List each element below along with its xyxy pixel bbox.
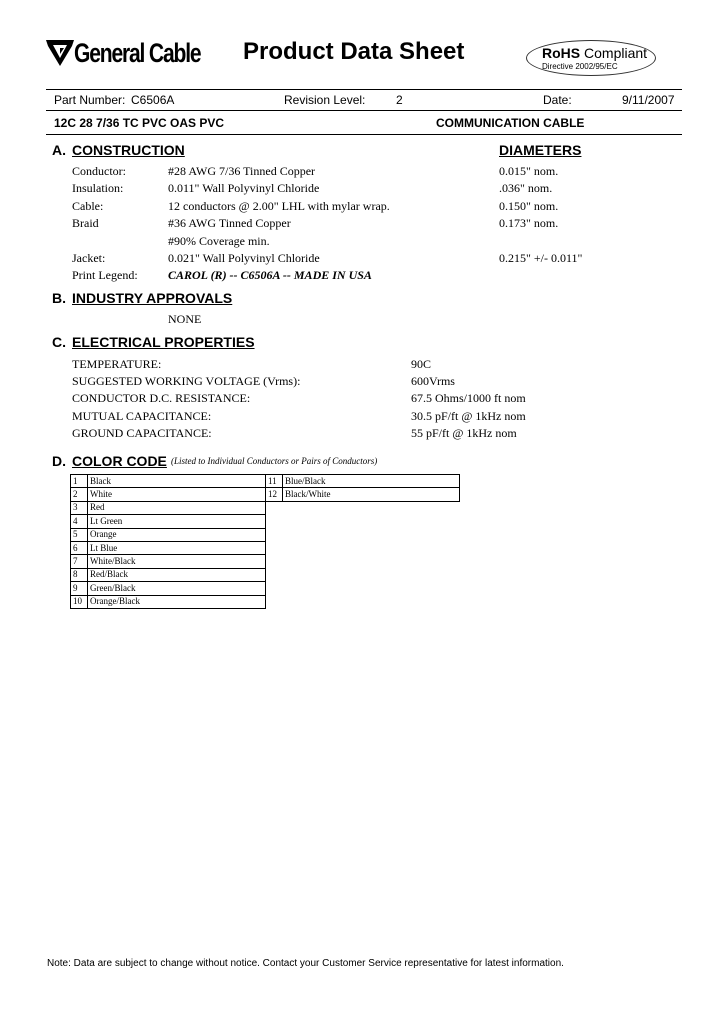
rohs-badge: [526, 40, 656, 76]
construction-diameter: 0.215" +/- 0.011": [499, 251, 583, 265]
conductor-color: Lt Blue: [88, 541, 266, 554]
color-code-table-right: [265, 474, 460, 502]
date-value: 9/11/2007: [622, 93, 675, 107]
construction-label: Jacket:: [72, 251, 106, 265]
revision-value: 2: [396, 93, 403, 107]
construction-value: #28 AWG 7/36 Tinned Copper: [168, 164, 316, 178]
conductor-color: Blue/Black: [283, 475, 460, 488]
table-row: [71, 555, 266, 568]
construction-label: Conductor:: [72, 164, 126, 178]
electrical-label: MUTUAL CAPACITANCE:: [72, 409, 212, 423]
electrical-value: 55 pF/ft @ 1kHz nom: [411, 426, 517, 440]
section-d-letter: D.: [52, 453, 66, 469]
electrical-value: 30.5 pF/ft @ 1kHz nom: [411, 409, 526, 423]
electrical-value: 67.5 Ohms/1000 ft nom: [411, 391, 526, 405]
brand-logo: [44, 36, 224, 72]
part-number-value: C6506A: [131, 93, 175, 107]
rohs-label-light: Compliant: [584, 45, 648, 61]
approvals-value: NONE: [168, 312, 202, 326]
color-code-table-left: [70, 474, 266, 609]
table-row: [71, 501, 266, 514]
electrical-label: GROUND CAPACITANCE:: [72, 426, 212, 440]
brand-name: General Cable: [74, 38, 201, 68]
construction-value: #36 AWG Tinned Copper: [168, 216, 291, 230]
construction-value: #90% Coverage min.: [168, 234, 270, 248]
table-row: [266, 475, 460, 488]
conductor-number: 7: [71, 555, 88, 568]
construction-label: Cable:: [72, 199, 104, 213]
conductor-color: Black: [88, 475, 266, 488]
cable-description: 12C 28 7/36 TC PVC OAS PVC: [54, 116, 225, 130]
conductor-color: Green/Black: [88, 582, 266, 595]
construction-value: 12 conductors @ 2.00" LHL with mylar wrap.: [168, 199, 390, 213]
table-row: [71, 541, 266, 554]
diameters-title: DIAMETERS: [499, 142, 582, 158]
table-row: [266, 488, 460, 501]
conductor-number: 11: [266, 475, 283, 488]
revision-label: Revision Level:: [284, 93, 366, 107]
conductor-color: Red: [88, 501, 266, 514]
electrical-label: TEMPERATURE:: [72, 357, 162, 371]
print-legend-value: CAROL (R) -- C6506A -- MADE IN USA: [168, 268, 372, 282]
electrical-value: 600Vrms: [411, 374, 455, 388]
construction-label: Insulation:: [72, 181, 124, 195]
color-code-note: (Listed to Individual Conductors or Pairs of Conductors): [171, 456, 378, 466]
table-row: [71, 528, 266, 541]
conductor-number: 5: [71, 528, 88, 541]
divider-top: [46, 89, 682, 90]
conductor-color: Orange: [88, 528, 266, 541]
section-a-letter: A.: [52, 142, 66, 158]
electrical-label: CONDUCTOR D.C. RESISTANCE:: [72, 391, 251, 405]
print-legend-label: Print Legend:: [72, 268, 138, 282]
divider-mid: [46, 110, 682, 111]
section-b-letter: B.: [52, 290, 66, 306]
conductor-color: White: [88, 488, 266, 501]
rohs-directive: Directive 2002/95/EC: [542, 62, 618, 71]
construction-diameter: 0.150" nom.: [499, 199, 559, 213]
table-row: [71, 488, 266, 501]
section-d-title: COLOR CODE: [72, 453, 167, 469]
divider-bottom: [46, 134, 682, 135]
section-b-title: INDUSTRY APPROVALS: [72, 290, 233, 306]
rohs-label: [542, 45, 647, 61]
conductor-number: 9: [71, 582, 88, 595]
date-label: Date:: [543, 93, 572, 107]
rohs-label-bold: RoHS: [542, 45, 581, 61]
table-row: [71, 475, 266, 488]
conductor-color: Black/White: [283, 488, 460, 501]
construction-value: 0.011" Wall Polyvinyl Chloride: [168, 181, 320, 195]
construction-diameter: 0.173" nom.: [499, 216, 559, 230]
electrical-label: SUGGESTED WORKING VOLTAGE (Vrms):: [72, 374, 301, 388]
footer-note: Note: Data are subject to change without notice. Contact your Customer Service representative for latest information.: [47, 958, 564, 969]
conductor-number: 3: [71, 501, 88, 514]
section-a-title: CONSTRUCTION: [72, 142, 185, 158]
shield-logo-icon: [44, 36, 76, 68]
table-row: [71, 568, 266, 581]
conductor-number: 10: [71, 595, 88, 608]
construction-value: 0.021" Wall Polyvinyl Chloride: [168, 251, 320, 265]
cable-category: COMMUNICATION CABLE: [436, 116, 585, 130]
conductor-color: Red/Black: [88, 568, 266, 581]
section-c-letter: C.: [52, 334, 66, 350]
part-number-label: Part Number:: [54, 93, 126, 107]
conductor-number: 6: [71, 541, 88, 554]
section-c-title: ELECTRICAL PROPERTIES: [72, 334, 255, 350]
conductor-number: 12: [266, 488, 283, 501]
conductor-number: 4: [71, 515, 88, 528]
conductor-color: White/Black: [88, 555, 266, 568]
table-row: [71, 515, 266, 528]
construction-diameter: 0.015" nom.: [499, 164, 559, 178]
table-row: [71, 595, 266, 608]
conductor-number: 1: [71, 475, 88, 488]
electrical-value: 90C: [411, 357, 432, 371]
table-row: [71, 582, 266, 595]
construction-label: Braid: [72, 216, 99, 230]
conductor-color: Orange/Black: [88, 595, 266, 608]
construction-diameter: .036" nom.: [499, 181, 553, 195]
conductor-color: Lt Green: [88, 515, 266, 528]
conductor-number: 8: [71, 568, 88, 581]
conductor-number: 2: [71, 488, 88, 501]
page-title: Product Data Sheet: [243, 38, 465, 65]
